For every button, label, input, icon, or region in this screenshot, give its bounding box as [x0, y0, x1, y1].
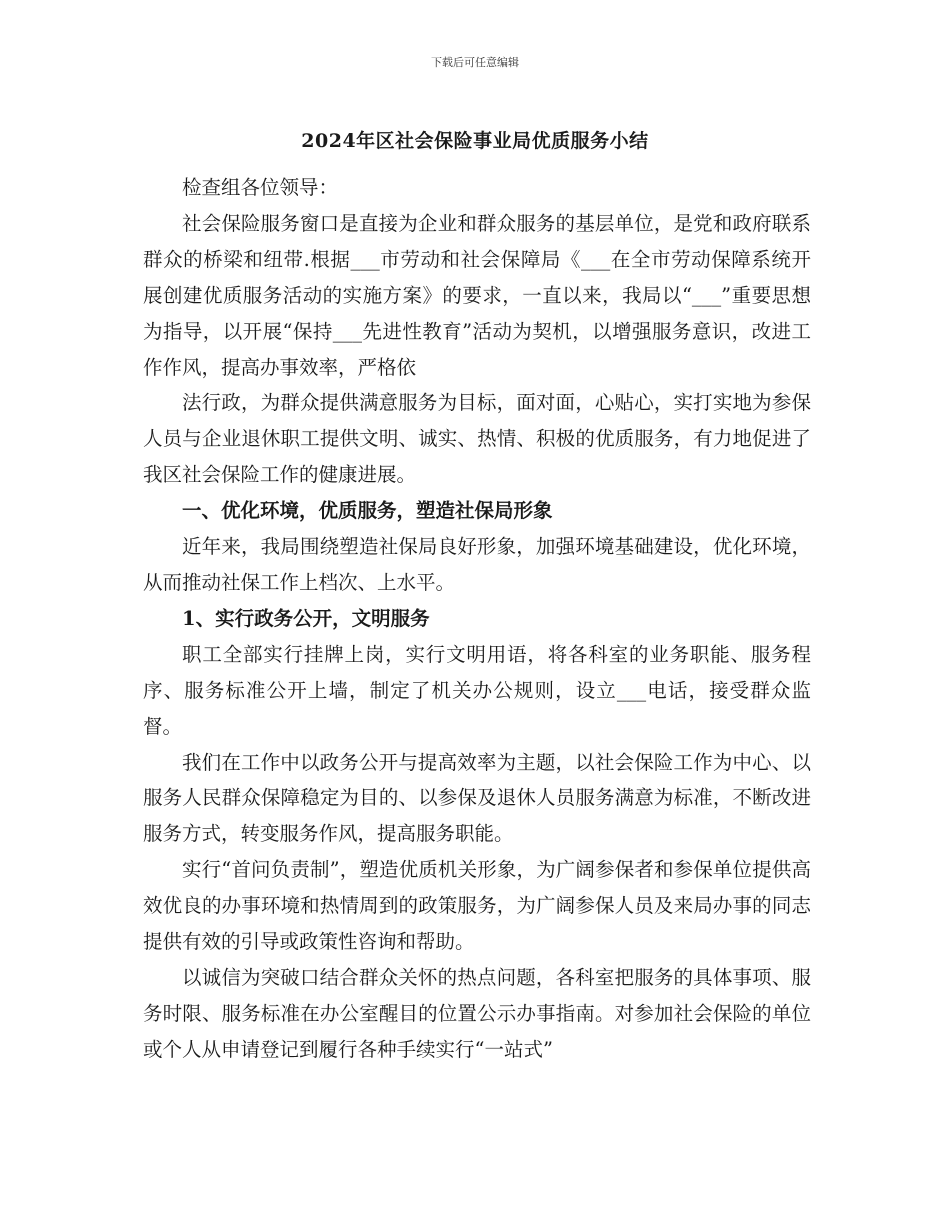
header-note: 下载后可任意编辑	[431, 56, 519, 69]
paragraph: 我们在工作中以政务公开与提高效率为主题，以社会保险工作为中心、以服务人民群众保障稳定为目的、以参保及退休人员服务满意为标准，不断改进服务方式，转变服务作风，提高服务职能。	[143, 750, 811, 846]
paragraph: 实行“首问负责制”，塑造优质机关形象，为广阔参保者和参保单位提供高效优良的办事环境和热情周到的政策服务，为广阔参保人员及来局办事的同志提供有效的引导或政策性咨询和帮助。	[143, 858, 811, 954]
subsection-heading: 1、实行政务公开，文明服务	[182, 606, 430, 630]
section-heading: 一、优化环境，优质服务，塑造社保局形象	[182, 499, 553, 523]
paragraph: 社会保险服务窗口是直接为企业和群众服务的基层单位，是党和政府联系群众的桥梁和纽带.根据___市劳动和社会保障局《___在全市劳动保障系统开展创建优质服务活动的实施方案》的要求，一直以来，我局以“___”重要思想为指导，以开展“保持___先进性教育”活动为契机，以增强服务意识，改进工作作风，提高办事效率，严格依	[143, 211, 811, 379]
document-body	[143, 170, 811, 1068]
document-title: 2024年区社会保险事业局优质服务小结	[301, 130, 649, 152]
paragraph: 近年来，我局围绕塑造社保局良好形象，加强环境基础建设，优化环境，从而推动社保工作上档次、上水平。	[143, 535, 811, 594]
paragraph: 法行政，为群众提供满意服务为目标，面对面，心贴心，实打实地为参保人员与企业退休职工提供文明、诚实、热情、积极的优质服务，有力地促进了我区社会保险工作的健康进展。	[143, 391, 811, 487]
paragraph: 职工全部实行挂牌上岗，实行文明用语，将各科室的业务职能、服务程序、服务标准公开上墙，制定了机关办公规则，设立___电话，接受群众监督。	[143, 642, 811, 738]
salutation: 检查组各位领导：	[182, 176, 339, 199]
paragraph: 以诚信为突破口结合群众关怀的热点问题，各科室把服务的具体事项、服务时限、服务标准在办公室醒目的位置公示办事指南。对参加社会保险的单位或个人从申请登记到履行各种手续实行“一站式”	[143, 965, 811, 1061]
